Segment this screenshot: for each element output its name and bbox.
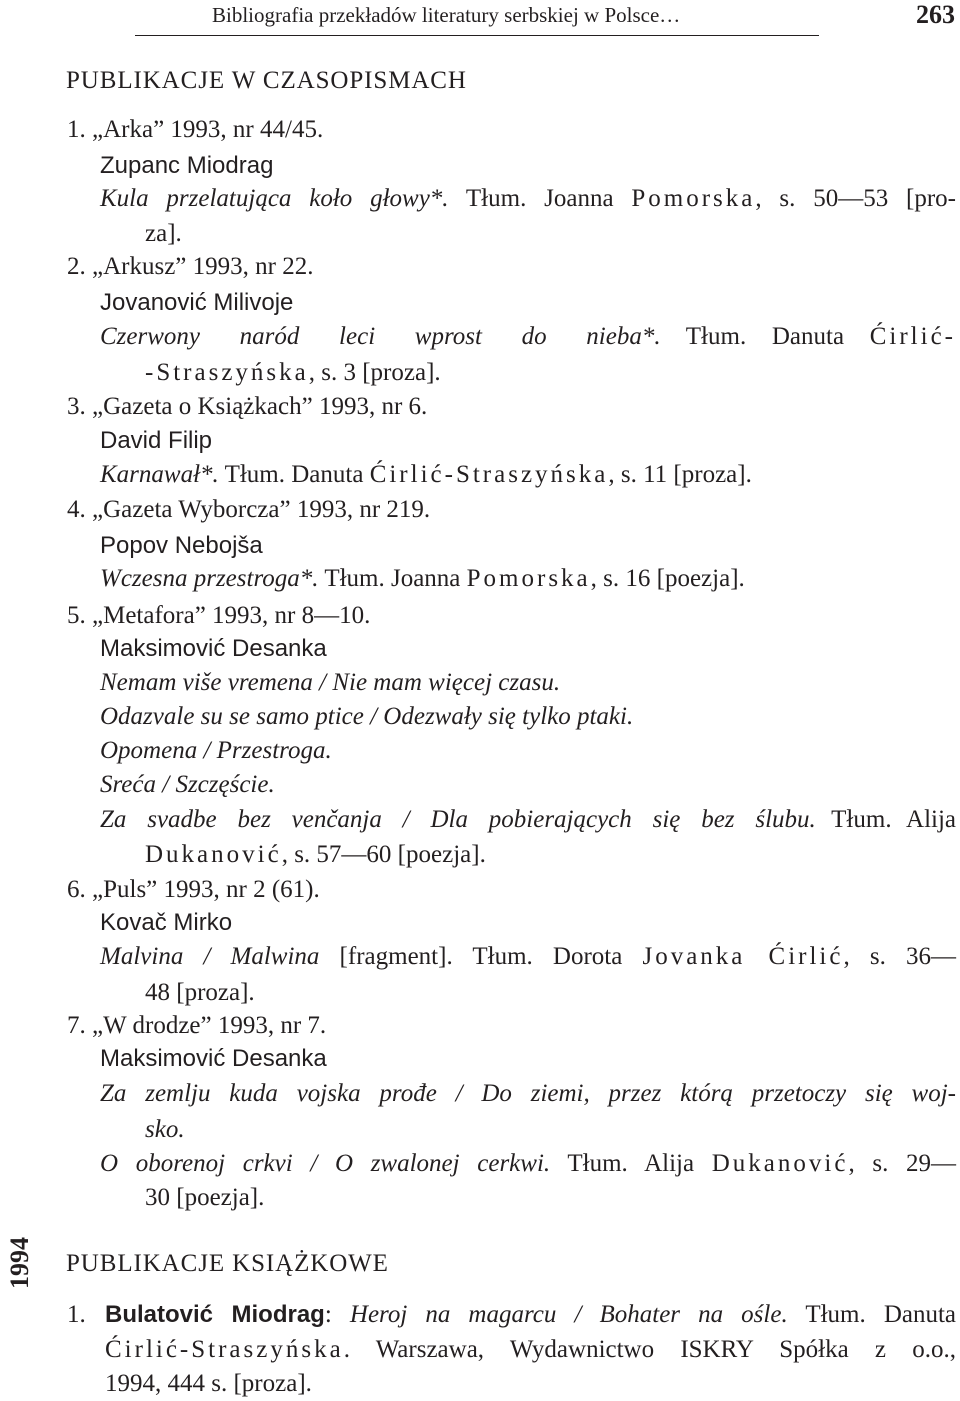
entry-author: Kovač Mirko xyxy=(100,909,233,936)
book-title: Heroj na magarcu / Bohater na ośle. xyxy=(331,1301,788,1328)
entry-title: Za zemlju kuda vojska prođe / Do ziemi, przez którą przetoczy się woj- xyxy=(100,1080,956,1107)
entry-text-cont: -Straszyńska, s. 3 [proza]. xyxy=(145,359,441,386)
entry-text: Wczesna przestroga*. Tłum. Joanna Pomorska, s. 16 [poezja]. xyxy=(100,565,745,592)
entry-author: Maksimović Desanka xyxy=(100,635,327,662)
entry-title-cont: sko. xyxy=(145,1116,185,1143)
translator: Ćirlić-Straszyńska xyxy=(369,461,609,488)
poem-title: Nemam više vremena / Nie mam więcej czasu. xyxy=(100,669,561,696)
entry-title: Wczesna przestroga*. xyxy=(100,565,319,592)
entry-text: O oborenoj crkvi / O zwalonej cerkwi. Tłum. Alija Dukanović, s. 29— xyxy=(100,1150,957,1177)
entry-text: Za svadbe bez venčanja / Dla pobierających się bez ślubu. Tłum. Alija xyxy=(100,806,956,833)
poem-title: Sreća / Szczęście. xyxy=(100,771,275,798)
book-entry-cont: Ćirlić-Straszyńska. Warszawa, Wydawnictwo ISKRY Spółka z o.o., xyxy=(105,1336,956,1363)
entry-source: 5. „Metafora” 1993, nr 8—10. xyxy=(67,602,371,629)
entry-author: Popov Nebojša xyxy=(100,532,263,559)
entry-title: Karnawał*. xyxy=(100,461,219,488)
entry-title: Czerwony naród leci wprost do nieba*. xyxy=(100,323,661,350)
translator: Ćirlić- xyxy=(869,323,956,350)
year-side-label: 1994 xyxy=(5,1237,34,1289)
poem-title: Za svadbe bez venčanja / Dla pobierających się bez ślubu. xyxy=(100,806,816,833)
entry-title: O oborenoj crkvi / O zwalonej cerkwi. xyxy=(100,1150,551,1177)
entry-text-cont: Dukanović, s. 57—60 [poezja]. xyxy=(145,841,486,868)
entry-title: Kula przelatująca koło głowy*. xyxy=(100,185,449,212)
entry-source: 1. „Arka” 1993, nr 44/45. xyxy=(67,116,324,143)
entry-author: David Filip xyxy=(100,427,213,454)
entry-author: Zupanc Miodrag xyxy=(100,152,274,179)
section-title-books: PUBLIKACJE KSIĄŻKOWE xyxy=(66,1250,389,1277)
page-number: 263 xyxy=(916,0,955,29)
book-author: Bulatović Miodrag xyxy=(105,1301,325,1328)
entry-title: Malvina / Malwina xyxy=(100,943,320,970)
book-entry: Bulatović Miodrag: Heroj na magarcu / Bohater na ośle. Tłum. Danuta xyxy=(105,1301,957,1328)
poem-title: Opomena / Przestroga. xyxy=(100,737,332,764)
entry-text: Malvina / Malwina [fragment]. Tłum. Dorota Jovanka Ćirlić, s. 36— xyxy=(100,943,956,970)
entry-source: 6. „Puls” 1993, nr 2 (61). xyxy=(67,876,320,903)
section-title-journals: PUBLIKACJE W CZASOPISMACH xyxy=(66,67,467,94)
translator: Dukanović xyxy=(711,1150,849,1177)
poem-title: Odazvale su se samo ptice / Odezwały się tylko ptaki. xyxy=(100,703,634,730)
book-entry-tail: 1994, 444 s. [proza]. xyxy=(105,1370,312,1397)
translator: Pomorska xyxy=(466,565,591,592)
translator: Pomorska xyxy=(631,185,756,212)
translator: -Straszyńska xyxy=(145,359,309,386)
entry-text: Karnawał*. Tłum. Danuta Ćirlić-Straszyńska, s. 11 [proza]. xyxy=(100,461,752,488)
entry-source: 4. „Gazeta Wyborcza” 1993, nr 219. xyxy=(67,496,431,523)
entry-source: 2. „Arkusz” 1993, nr 22. xyxy=(67,253,314,280)
translator: Jovanka Ćirlić xyxy=(642,943,844,970)
book-number: 1. xyxy=(67,1301,86,1328)
entry-text: Czerwony naród leci wprost do nieba*. Tłum. Danuta Ćirlić- xyxy=(100,323,956,350)
entry-text: Kula przelatująca koło głowy*. Tłum. Joanna Pomorska, s. 50—53 [pro- xyxy=(100,185,956,212)
entry-text-cont: 48 [proza]. xyxy=(145,979,255,1006)
entry-source: 3. „Gazeta o Książkach” 1993, nr 6. xyxy=(67,393,428,420)
entry-author: Maksimović Desanka xyxy=(100,1045,327,1072)
entry-text-cont: za]. xyxy=(145,220,182,247)
entry-author: Jovanović Milivoje xyxy=(100,289,294,316)
translator: Ćirlić-Straszyńska xyxy=(105,1336,344,1363)
translator: Dukanović xyxy=(145,841,282,868)
entry-source: 7. „W drodze” 1993, nr 7. xyxy=(67,1012,327,1039)
entry-text-cont: 30 [poezja]. xyxy=(145,1184,265,1211)
header-rule xyxy=(135,35,819,36)
running-header-title: Bibliografia przekładów literatury serbskiej w Polsce… xyxy=(212,3,681,27)
